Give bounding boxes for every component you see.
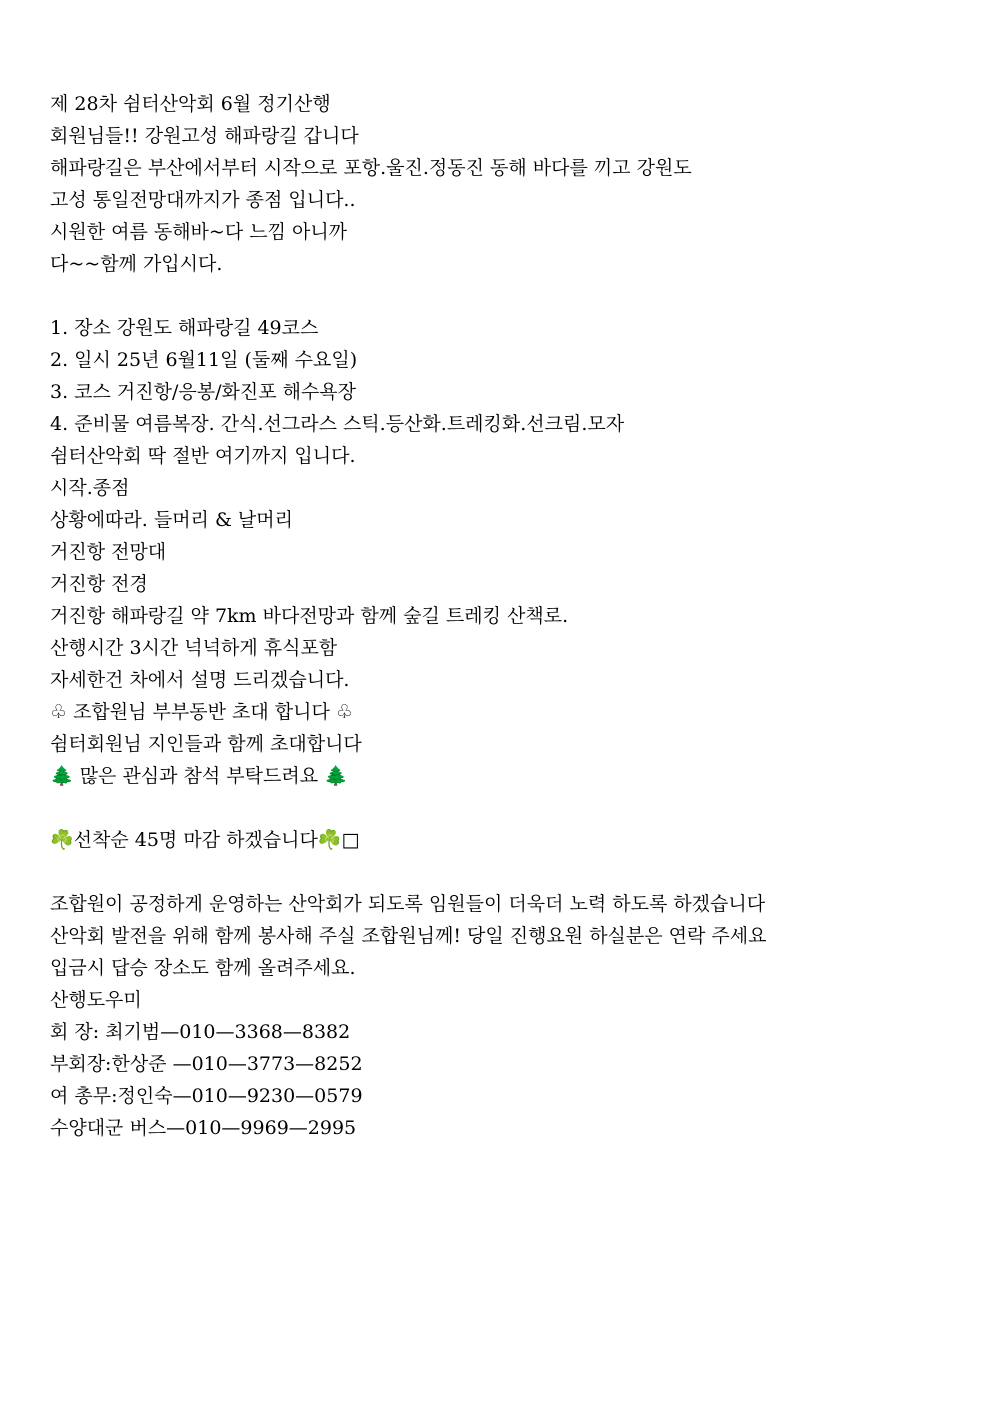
doc-line: 쉼터산악회 딱 절반 여기까지 입니다.	[50, 445, 356, 467]
blank-line	[50, 792, 950, 824]
doc-line: 해파랑길은 부산에서부터 시작으로 포항.울진.정동진 동해 바다를 끼고 강원도	[50, 157, 692, 179]
doc-line: ☘️선착순 45명 마감 하겠습니다☘️□	[50, 829, 360, 851]
contact-vice-president: 부회장:한상준 —010—3773—8252	[50, 1053, 363, 1075]
contact-secretary: 여 총무:정인숙—010—9230—0579	[50, 1085, 363, 1107]
doc-line: 시작.종점	[50, 477, 130, 499]
doc-line: 산행시간 3시간 넉넉하게 휴식포함	[50, 637, 338, 659]
doc-line: 산악회 발전을 위해 함께 봉사해 주실 조합원님께! 당일 진행요원 하실분은 연락 주세요	[50, 925, 767, 947]
doc-line: 회원님들!! 강원고성 해파랑길 갑니다	[50, 125, 359, 147]
doc-line: 상황에따라. 들머리 & 날머리	[50, 509, 293, 531]
doc-line: 다~~함께 가입시다.	[50, 253, 223, 275]
blank-line	[50, 280, 950, 312]
blank-line	[50, 856, 950, 888]
contact-bus: 수양대군 버스—010—9969—2995	[50, 1117, 357, 1139]
info-course: 3. 코스 거진항/응봉/화진포 해수욕장	[50, 381, 357, 403]
contact-president: 회 장: 최기범—010—3368—8382	[50, 1021, 351, 1043]
doc-line: ♧ 조합원님 부부동반 초대 합니다 ♧	[50, 701, 353, 723]
info-supplies: 4. 준비물 여름복장. 간식.선그라스 스틱.등산화.트레킹화.선크림.모자	[50, 413, 625, 435]
document-body	[50, 88, 950, 1144]
helpers-heading: 산행도우미	[50, 989, 142, 1011]
doc-line: 시원한 여름 동해바~다 느낌 아니까	[50, 221, 348, 243]
doc-line: 거진항 전망대	[50, 541, 167, 563]
doc-line: 거진항 전경	[50, 573, 148, 595]
doc-line: 자세한건 차에서 설명 드리겠습니다.	[50, 669, 350, 691]
doc-line: 조합원이 공정하게 운영하는 산악회가 되도록 임원들이 더욱더 노력 하도록 하겠습니다	[50, 893, 766, 915]
doc-line: 쉼터회원님 지인들과 함께 초대합니다	[50, 733, 362, 755]
info-date: 2. 일시 25년 6월11일 (둘째 수요일)	[50, 349, 358, 371]
info-place: 1. 장소 강원도 해파랑길 49코스	[50, 317, 319, 339]
doc-line: 고성 통일전망대까지가 종점 입니다..	[50, 189, 356, 211]
doc-line: 🌲 많은 관심과 참석 부탁드려요 🌲	[50, 765, 348, 787]
doc-title: 제 28차 쉼터산악회 6월 정기산행	[50, 93, 331, 115]
doc-line: 입금시 답승 장소도 함께 올려주세요.	[50, 957, 356, 979]
doc-line: 거진항 해파랑길 약 7km 바다전망과 함께 숲길 트레킹 산책로.	[50, 605, 569, 627]
